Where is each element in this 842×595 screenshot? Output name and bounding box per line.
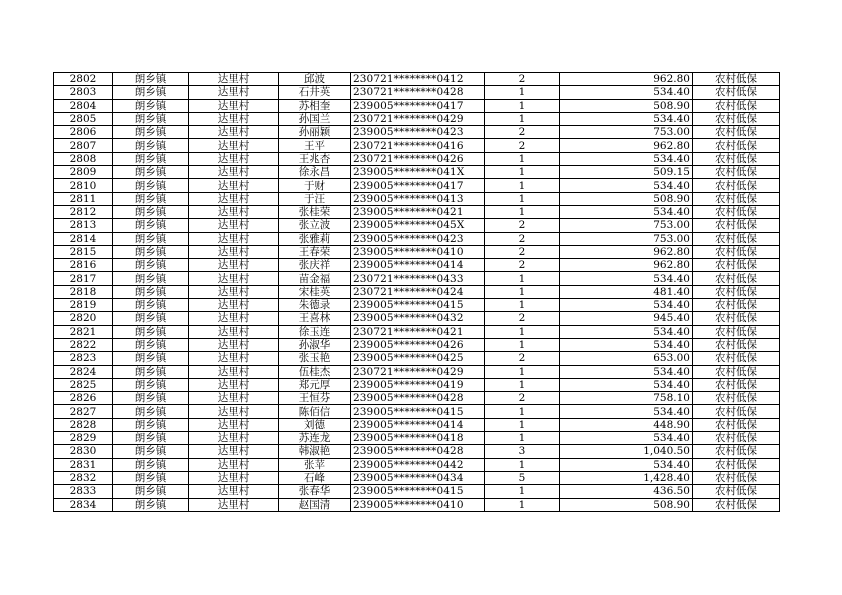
row-number-cell: 2821 — [54, 325, 113, 338]
name-cell: 石井英 — [279, 86, 351, 99]
id-number-cell: 230721********0412 — [351, 73, 485, 86]
name-cell: 于财 — [279, 179, 351, 192]
table-row — [54, 299, 780, 312]
town-cell: 朗乡镇 — [113, 378, 189, 391]
town-cell: 朗乡镇 — [113, 73, 189, 86]
table-row — [54, 432, 780, 445]
assistance-type-cell: 农村低保 — [693, 405, 780, 418]
village-cell: 达里村 — [189, 458, 279, 471]
village-cell: 达里村 — [189, 245, 279, 258]
household-count-cell: 1 — [485, 365, 560, 378]
name-cell: 石峰 — [279, 471, 351, 484]
amount-cell: 534.40 — [560, 325, 693, 338]
id-number-cell: 230721********0429 — [351, 112, 485, 125]
name-cell: 张雅莉 — [279, 232, 351, 245]
amount-cell: 962.80 — [560, 245, 693, 258]
town-cell: 朗乡镇 — [113, 285, 189, 298]
amount-cell: 448.90 — [560, 418, 693, 431]
row-number-cell: 2805 — [54, 112, 113, 125]
assistance-type-cell: 农村低保 — [693, 445, 780, 458]
village-cell: 达里村 — [189, 325, 279, 338]
assistance-type-cell: 农村低保 — [693, 285, 780, 298]
table-row — [54, 365, 780, 378]
id-number-cell: 239005********0425 — [351, 352, 485, 365]
town-cell: 朗乡镇 — [113, 299, 189, 312]
village-cell: 达里村 — [189, 86, 279, 99]
assistance-type-cell: 农村低保 — [693, 338, 780, 351]
name-cell: 王恒芬 — [279, 392, 351, 405]
town-cell: 朗乡镇 — [113, 458, 189, 471]
table-row — [54, 179, 780, 192]
row-number-cell: 2809 — [54, 166, 113, 179]
household-count-cell: 1 — [485, 112, 560, 125]
name-cell: 赵国清 — [279, 498, 351, 511]
amount-cell: 1,040.50 — [560, 445, 693, 458]
village-cell: 达里村 — [189, 112, 279, 125]
assistance-type-cell: 农村低保 — [693, 166, 780, 179]
row-number-cell: 2814 — [54, 232, 113, 245]
row-number-cell: 2834 — [54, 498, 113, 511]
id-number-cell: 239005********0432 — [351, 312, 485, 325]
household-count-cell: 1 — [485, 485, 560, 498]
village-cell: 达里村 — [189, 285, 279, 298]
household-count-cell: 2 — [485, 73, 560, 86]
amount-cell: 534.40 — [560, 405, 693, 418]
assistance-type-cell: 农村低保 — [693, 73, 780, 86]
table-row — [54, 405, 780, 418]
assistance-type-cell: 农村低保 — [693, 139, 780, 152]
amount-cell: 508.90 — [560, 498, 693, 511]
id-number-cell: 230721********0429 — [351, 365, 485, 378]
row-number-cell: 2816 — [54, 259, 113, 272]
amount-cell: 962.80 — [560, 139, 693, 152]
amount-cell: 534.40 — [560, 272, 693, 285]
household-count-cell: 1 — [485, 498, 560, 511]
assistance-type-cell: 农村低保 — [693, 205, 780, 218]
town-cell: 朗乡镇 — [113, 152, 189, 165]
name-cell: 张玉艳 — [279, 352, 351, 365]
amount-cell: 534.40 — [560, 152, 693, 165]
row-number-cell: 2832 — [54, 471, 113, 484]
amount-cell: 508.90 — [560, 192, 693, 205]
assistance-type-cell: 农村低保 — [693, 471, 780, 484]
household-count-cell: 1 — [485, 179, 560, 192]
assistance-type-cell: 农村低保 — [693, 86, 780, 99]
row-number-cell: 2813 — [54, 219, 113, 232]
data-table — [53, 72, 780, 512]
id-number-cell: 239005********0415 — [351, 299, 485, 312]
table-row — [54, 418, 780, 431]
town-cell: 朗乡镇 — [113, 86, 189, 99]
household-count-cell: 1 — [485, 86, 560, 99]
amount-cell: 534.40 — [560, 112, 693, 125]
household-count-cell: 1 — [485, 99, 560, 112]
assistance-type-cell: 农村低保 — [693, 365, 780, 378]
id-number-cell: 239005********0415 — [351, 485, 485, 498]
household-count-cell: 1 — [485, 192, 560, 205]
village-cell: 达里村 — [189, 272, 279, 285]
town-cell: 朗乡镇 — [113, 498, 189, 511]
table-row — [54, 219, 780, 232]
name-cell: 王兆杏 — [279, 152, 351, 165]
amount-cell: 534.40 — [560, 365, 693, 378]
town-cell: 朗乡镇 — [113, 325, 189, 338]
table-row — [54, 458, 780, 471]
id-number-cell: 239005********0410 — [351, 245, 485, 258]
row-number-cell: 2817 — [54, 272, 113, 285]
amount-cell: 534.40 — [560, 378, 693, 391]
household-count-cell: 1 — [485, 299, 560, 312]
town-cell: 朗乡镇 — [113, 338, 189, 351]
town-cell: 朗乡镇 — [113, 418, 189, 431]
row-number-cell: 2811 — [54, 192, 113, 205]
assistance-type-cell: 农村低保 — [693, 312, 780, 325]
amount-cell: 962.80 — [560, 73, 693, 86]
table-row — [54, 73, 780, 86]
assistance-type-cell: 农村低保 — [693, 418, 780, 431]
assistance-type-cell: 农村低保 — [693, 126, 780, 139]
household-count-cell: 1 — [485, 285, 560, 298]
row-number-cell: 2806 — [54, 126, 113, 139]
assistance-type-cell: 农村低保 — [693, 112, 780, 125]
village-cell: 达里村 — [189, 498, 279, 511]
table-row — [54, 325, 780, 338]
table-row — [54, 285, 780, 298]
table-row — [54, 352, 780, 365]
amount-cell: 534.40 — [560, 432, 693, 445]
table-row — [54, 392, 780, 405]
row-number-cell: 2822 — [54, 338, 113, 351]
assistance-type-cell: 农村低保 — [693, 378, 780, 391]
village-cell: 达里村 — [189, 99, 279, 112]
village-cell: 达里村 — [189, 73, 279, 86]
id-number-cell: 239005********0415 — [351, 405, 485, 418]
household-count-cell: 2 — [485, 219, 560, 232]
amount-cell: 753.00 — [560, 219, 693, 232]
id-number-cell: 239005********0417 — [351, 179, 485, 192]
household-count-cell: 1 — [485, 418, 560, 431]
town-cell: 朗乡镇 — [113, 139, 189, 152]
row-number-cell: 2815 — [54, 245, 113, 258]
household-count-cell: 2 — [485, 352, 560, 365]
id-number-cell: 239005********0428 — [351, 392, 485, 405]
table-row — [54, 338, 780, 351]
town-cell: 朗乡镇 — [113, 219, 189, 232]
name-cell: 苏连龙 — [279, 432, 351, 445]
amount-cell: 1,428.40 — [560, 471, 693, 484]
assistance-type-cell: 农村低保 — [693, 152, 780, 165]
household-count-cell: 1 — [485, 405, 560, 418]
assistance-type-cell: 农村低保 — [693, 299, 780, 312]
amount-cell: 758.10 — [560, 392, 693, 405]
row-number-cell: 2812 — [54, 205, 113, 218]
town-cell: 朗乡镇 — [113, 112, 189, 125]
village-cell: 达里村 — [189, 352, 279, 365]
amount-cell: 534.40 — [560, 86, 693, 99]
amount-cell: 534.40 — [560, 458, 693, 471]
id-number-cell: 230721********0433 — [351, 272, 485, 285]
id-number-cell: 239005********0414 — [351, 259, 485, 272]
table-row — [54, 205, 780, 218]
amount-cell: 945.40 — [560, 312, 693, 325]
assistance-type-cell: 农村低保 — [693, 272, 780, 285]
village-cell: 达里村 — [189, 192, 279, 205]
village-cell: 达里村 — [189, 338, 279, 351]
name-cell: 邱波 — [279, 73, 351, 86]
name-cell: 苗金福 — [279, 272, 351, 285]
amount-cell: 753.00 — [560, 232, 693, 245]
village-cell: 达里村 — [189, 166, 279, 179]
town-cell: 朗乡镇 — [113, 126, 189, 139]
table-row — [54, 139, 780, 152]
table-row — [54, 498, 780, 511]
household-count-cell: 2 — [485, 312, 560, 325]
town-cell: 朗乡镇 — [113, 471, 189, 484]
village-cell: 达里村 — [189, 259, 279, 272]
name-cell: 韩淑艳 — [279, 445, 351, 458]
village-cell: 达里村 — [189, 139, 279, 152]
table-row — [54, 99, 780, 112]
row-number-cell: 2803 — [54, 86, 113, 99]
town-cell: 朗乡镇 — [113, 312, 189, 325]
amount-cell: 534.40 — [560, 299, 693, 312]
name-cell: 孙淑华 — [279, 338, 351, 351]
assistance-type-cell: 农村低保 — [693, 458, 780, 471]
name-cell: 刘德 — [279, 418, 351, 431]
assistance-type-cell: 农村低保 — [693, 179, 780, 192]
household-count-cell: 1 — [485, 205, 560, 218]
town-cell: 朗乡镇 — [113, 272, 189, 285]
amount-cell: 534.40 — [560, 179, 693, 192]
village-cell: 达里村 — [189, 179, 279, 192]
village-cell: 达里村 — [189, 405, 279, 418]
id-number-cell: 239005********0421 — [351, 205, 485, 218]
household-count-cell: 1 — [485, 166, 560, 179]
id-number-cell: 239005********0419 — [351, 378, 485, 391]
assistance-type-cell: 农村低保 — [693, 392, 780, 405]
id-number-cell: 239005********0414 — [351, 418, 485, 431]
id-number-cell: 230721********0426 — [351, 152, 485, 165]
village-cell: 达里村 — [189, 232, 279, 245]
row-number-cell: 2807 — [54, 139, 113, 152]
village-cell: 达里村 — [189, 432, 279, 445]
row-number-cell: 2824 — [54, 365, 113, 378]
town-cell: 朗乡镇 — [113, 245, 189, 258]
village-cell: 达里村 — [189, 378, 279, 391]
table-row — [54, 112, 780, 125]
village-cell: 达里村 — [189, 445, 279, 458]
household-count-cell: 1 — [485, 152, 560, 165]
id-number-cell: 239005********0428 — [351, 445, 485, 458]
row-number-cell: 2819 — [54, 299, 113, 312]
id-number-cell: 239005********0423 — [351, 232, 485, 245]
table-row — [54, 166, 780, 179]
village-cell: 达里村 — [189, 219, 279, 232]
village-cell: 达里村 — [189, 392, 279, 405]
town-cell: 朗乡镇 — [113, 405, 189, 418]
row-number-cell: 2830 — [54, 445, 113, 458]
name-cell: 张立波 — [279, 219, 351, 232]
town-cell: 朗乡镇 — [113, 365, 189, 378]
name-cell: 苏相奎 — [279, 99, 351, 112]
table-row — [54, 152, 780, 165]
name-cell: 王喜林 — [279, 312, 351, 325]
table-row — [54, 86, 780, 99]
table-row — [54, 232, 780, 245]
household-count-cell: 2 — [485, 245, 560, 258]
assistance-type-cell: 农村低保 — [693, 99, 780, 112]
id-number-cell: 230721********0421 — [351, 325, 485, 338]
assistance-type-cell: 农村低保 — [693, 259, 780, 272]
name-cell: 朱德录 — [279, 299, 351, 312]
table-row — [54, 312, 780, 325]
assistance-type-cell: 农村低保 — [693, 498, 780, 511]
amount-cell: 653.00 — [560, 352, 693, 365]
amount-cell: 508.90 — [560, 99, 693, 112]
table-row — [54, 245, 780, 258]
village-cell: 达里村 — [189, 205, 279, 218]
name-cell: 孙国兰 — [279, 112, 351, 125]
amount-cell: 962.80 — [560, 259, 693, 272]
id-number-cell: 239005********0413 — [351, 192, 485, 205]
household-count-cell: 2 — [485, 126, 560, 139]
household-count-cell: 1 — [485, 458, 560, 471]
id-number-cell: 239005********0423 — [351, 126, 485, 139]
assistance-type-cell: 农村低保 — [693, 325, 780, 338]
amount-cell: 534.40 — [560, 338, 693, 351]
id-number-cell: 239005********0442 — [351, 458, 485, 471]
amount-cell: 534.40 — [560, 205, 693, 218]
name-cell: 徐永昌 — [279, 166, 351, 179]
row-number-cell: 2818 — [54, 285, 113, 298]
id-number-cell: 239005********045X — [351, 219, 485, 232]
household-count-cell: 1 — [485, 338, 560, 351]
id-number-cell: 239005********041X — [351, 166, 485, 179]
household-count-cell: 2 — [485, 232, 560, 245]
row-number-cell: 2804 — [54, 99, 113, 112]
village-cell: 达里村 — [189, 418, 279, 431]
table-row — [54, 471, 780, 484]
household-count-cell: 1 — [485, 378, 560, 391]
village-cell: 达里村 — [189, 471, 279, 484]
amount-cell: 481.40 — [560, 285, 693, 298]
amount-cell: 509.15 — [560, 166, 693, 179]
id-number-cell: 239005********0410 — [351, 498, 485, 511]
household-count-cell: 3 — [485, 445, 560, 458]
assistance-type-cell: 农村低保 — [693, 352, 780, 365]
name-cell: 孙丽颖 — [279, 126, 351, 139]
town-cell: 朗乡镇 — [113, 192, 189, 205]
name-cell: 于汪 — [279, 192, 351, 205]
name-cell: 伍桂杰 — [279, 365, 351, 378]
assistance-type-cell: 农村低保 — [693, 219, 780, 232]
id-number-cell: 230721********0424 — [351, 285, 485, 298]
name-cell: 宋桂英 — [279, 285, 351, 298]
id-number-cell: 230721********0416 — [351, 139, 485, 152]
town-cell: 朗乡镇 — [113, 352, 189, 365]
village-cell: 达里村 — [189, 485, 279, 498]
household-count-cell: 1 — [485, 272, 560, 285]
table-row — [54, 259, 780, 272]
row-number-cell: 2827 — [54, 405, 113, 418]
name-cell: 陈佰信 — [279, 405, 351, 418]
row-number-cell: 2828 — [54, 418, 113, 431]
assistance-type-cell: 农村低保 — [693, 232, 780, 245]
amount-cell: 436.50 — [560, 485, 693, 498]
household-count-cell: 2 — [485, 259, 560, 272]
table-row — [54, 445, 780, 458]
row-number-cell: 2826 — [54, 392, 113, 405]
row-number-cell: 2802 — [54, 73, 113, 86]
name-cell: 王平 — [279, 139, 351, 152]
town-cell: 朗乡镇 — [113, 205, 189, 218]
village-cell: 达里村 — [189, 365, 279, 378]
name-cell: 张桂荣 — [279, 205, 351, 218]
name-cell: 王春荣 — [279, 245, 351, 258]
assistance-type-cell: 农村低保 — [693, 485, 780, 498]
row-number-cell: 2833 — [54, 485, 113, 498]
household-count-cell: 1 — [485, 325, 560, 338]
town-cell: 朗乡镇 — [113, 259, 189, 272]
table-body — [54, 73, 780, 512]
name-cell: 张春华 — [279, 485, 351, 498]
id-number-cell: 239005********0426 — [351, 338, 485, 351]
table-row — [54, 272, 780, 285]
town-cell: 朗乡镇 — [113, 232, 189, 245]
town-cell: 朗乡镇 — [113, 179, 189, 192]
name-cell: 徐玉连 — [279, 325, 351, 338]
household-count-cell: 1 — [485, 432, 560, 445]
table-row — [54, 485, 780, 498]
table-row — [54, 378, 780, 391]
row-number-cell: 2831 — [54, 458, 113, 471]
amount-cell: 753.00 — [560, 126, 693, 139]
id-number-cell: 239005********0434 — [351, 471, 485, 484]
table-row — [54, 192, 780, 205]
name-cell: 张苹 — [279, 458, 351, 471]
town-cell: 朗乡镇 — [113, 392, 189, 405]
assistance-type-cell: 农村低保 — [693, 192, 780, 205]
town-cell: 朗乡镇 — [113, 432, 189, 445]
name-cell: 郑元厚 — [279, 378, 351, 391]
table-row — [54, 126, 780, 139]
village-cell: 达里村 — [189, 126, 279, 139]
town-cell: 朗乡镇 — [113, 445, 189, 458]
town-cell: 朗乡镇 — [113, 485, 189, 498]
assistance-type-cell: 农村低保 — [693, 245, 780, 258]
town-cell: 朗乡镇 — [113, 166, 189, 179]
household-count-cell: 2 — [485, 392, 560, 405]
assistance-type-cell: 农村低保 — [693, 432, 780, 445]
village-cell: 达里村 — [189, 299, 279, 312]
village-cell: 达里村 — [189, 152, 279, 165]
row-number-cell: 2808 — [54, 152, 113, 165]
village-cell: 达里村 — [189, 312, 279, 325]
id-number-cell: 230721********0428 — [351, 86, 485, 99]
household-count-cell: 2 — [485, 139, 560, 152]
id-number-cell: 239005********0418 — [351, 432, 485, 445]
household-count-cell: 5 — [485, 471, 560, 484]
id-number-cell: 239005********0417 — [351, 99, 485, 112]
row-number-cell: 2823 — [54, 352, 113, 365]
name-cell: 张庆祥 — [279, 259, 351, 272]
town-cell: 朗乡镇 — [113, 99, 189, 112]
row-number-cell: 2829 — [54, 432, 113, 445]
row-number-cell: 2825 — [54, 378, 113, 391]
row-number-cell: 2810 — [54, 179, 113, 192]
row-number-cell: 2820 — [54, 312, 113, 325]
